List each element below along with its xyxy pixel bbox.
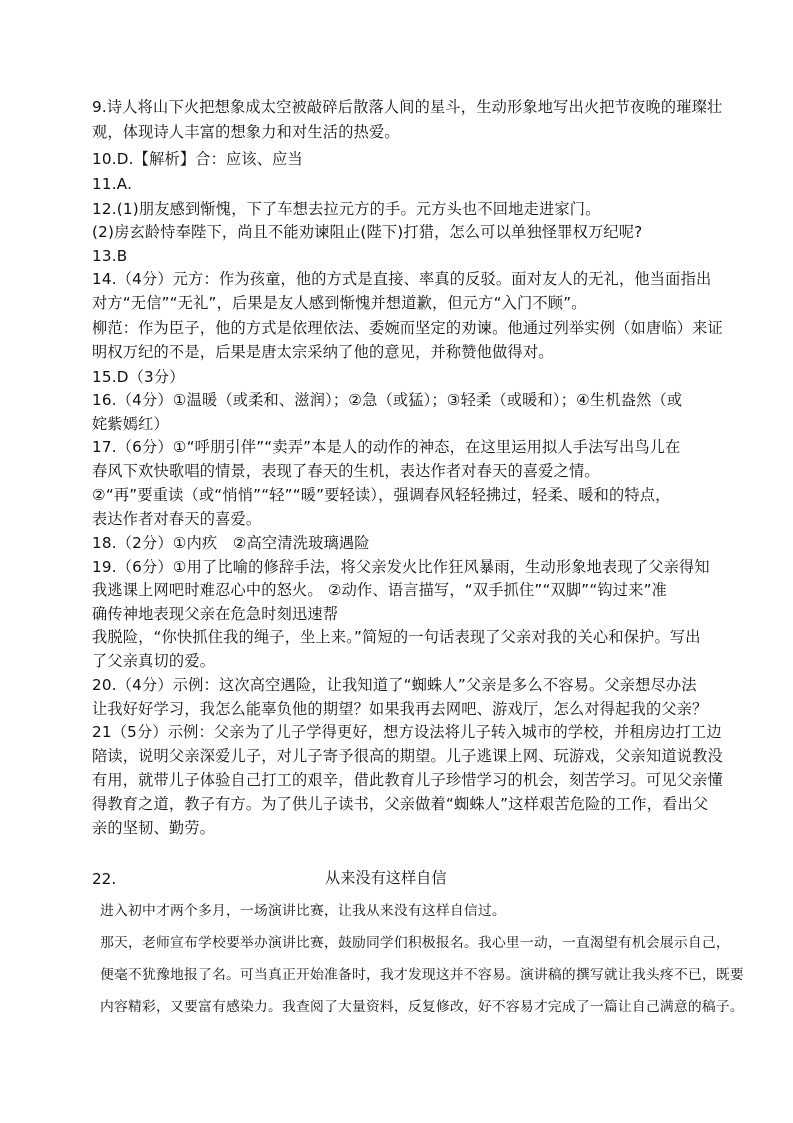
answer-line: 我逃课上网吧时难忍心中的怒火。 ②动作、语言描写，“双手抓住”“双脚”“钩过来”准 [92, 581, 668, 599]
answer-line: 确传神地表现父亲在危急时刻迅速帮 [92, 605, 339, 623]
answer-line: 春风下欢快歌唱的情景，表现了春天的生机，表达作者对春天的喜爱之情。 [92, 462, 600, 480]
essay-title: 从来没有这样自信 [325, 869, 447, 887]
answer-line: 明权万纪的不是，后果是唐太宗采纳了他的意见，并称赞他做得对。 [92, 343, 554, 361]
answer-line: 9.诗人将山下火把想象成太空被敲碎后散落人间的星斗，生动形象地写出火把节夜晚的璀璨壮 [92, 98, 723, 116]
answer-line: 柳范：作为臣子，他的方式是依理依法、委婉而坚定的劝谏。他通过列举实例（如唐临）来证 [92, 319, 723, 337]
answer-line: 了父亲真切的爱。 [92, 652, 216, 670]
answer-line: 13.B [92, 247, 128, 265]
answer-line: ②“再”要重读（或“悄悄”“轻”“暖”要轻读），强调春风轻轻拂过，轻柔、暖和的特点， [92, 486, 671, 504]
answer-line: 18.（2分）①内疚 ②高空清洗玻璃遇险 [92, 534, 370, 552]
answer-line: 姹紫嫣红） [92, 415, 169, 433]
answer-line: 亲的坚韧、勤劳。 [92, 819, 216, 837]
answer-line: 21（5分）示例：父亲为了儿子学得更好，想方设法将儿子转入城市的学校，并租房边打工边 [92, 723, 722, 741]
answer-line: 19.（6分）①用了比喻的修辞手法，将父亲发火比作狂风暴雨，生动形象地表现了父亲得知 [92, 558, 710, 576]
answer-line: 15.D（3分） [92, 368, 185, 386]
answer-line: 11.A. [92, 175, 133, 193]
answer-line: (2)房玄龄恃奉陛下，尚且不能劝谏阻止(陛下)打猎，怎么可以单独怪罪权万纪呢? [92, 223, 643, 241]
answer-line: 20.（4分）示例：这次高空遇险，让我知道了“蜘蛛人”父亲是多么不容易。父亲想尽办法 [92, 676, 697, 694]
essay-number: 22. [92, 870, 117, 888]
answer-line: 有用，就带儿子体验自己打工的艰辛，借此教育儿子珍惜学习的机会，刻苦学习。可见父亲懂 [92, 771, 723, 789]
answer-line: 我脱险，“你快抓住我的绳子，坐上来。”简短的一句话表现了父亲对我的关心和保护。写出 [92, 628, 701, 646]
answer-line: 12.(1)朋友感到惭愧，下了车想去拉元方的手。元方头也不回地走进家门。 [92, 200, 601, 218]
answer-line: 10.D.【解析】合：应该、应当 [92, 150, 303, 168]
essay-line: 便毫不犹豫地报了名。可当真正开始准备时，我才发现这并不容易。演讲稿的撰写就让我头疼不已，既要 [100, 967, 744, 983]
answer-line: 16.（4分）①温暖（或柔和、滋润）；②急（或猛）；③轻柔（或暖和）；④生机盎然（或 [92, 391, 683, 409]
answer-line: 观，体现诗人丰富的想象力和对生活的热爱。 [92, 123, 400, 141]
answer-line: 陪读，说明父亲深爱儿子，对儿子寄予很高的期望。儿子逃课上网、玩游戏，父亲知道说教没 [92, 747, 723, 765]
answer-line: 让我好好学习，我怎么能辜负他的期望？如果我再去网吧、游戏厅，怎么对得起我的父亲？ [92, 700, 708, 718]
essay-line: 内容精彩，又要富有感染力。我查阅了大量资料，反复修改，好不容易才完成了一篇让自己满意的稿子。 [100, 999, 744, 1015]
answer-line: 得教育之道，教子有方。为了供儿子读书，父亲做着“蜘蛛人”这样艰苦危险的工作，看出父 [92, 795, 709, 813]
essay-line: 进入初中才两个多月，一场演讲比赛，让我从来没有这样自信过。 [100, 903, 506, 919]
answer-line: 表达作者对春天的喜爱。 [92, 510, 262, 528]
answer-line: 对方“无信”“无礼”，后果是友人感到惭愧并想道歉，但元方“入门不顾”。 [92, 294, 587, 312]
answer-line: 14.（4分）元方：作为孩童，他的方式是直接、率真的反驳。面对友人的无礼，他当面指出 [92, 270, 712, 288]
essay-line: 那天，老师宣布学校要举办演讲比赛，鼓励同学们积极报名。我心里一动，一直渴望有机会展示自己， [100, 935, 730, 951]
answer-line: 17.（6分）①“呼朋引伴”“卖弄”本是人的动作的神态，在这里运用拟人手法写出鸟儿在 [92, 438, 681, 456]
